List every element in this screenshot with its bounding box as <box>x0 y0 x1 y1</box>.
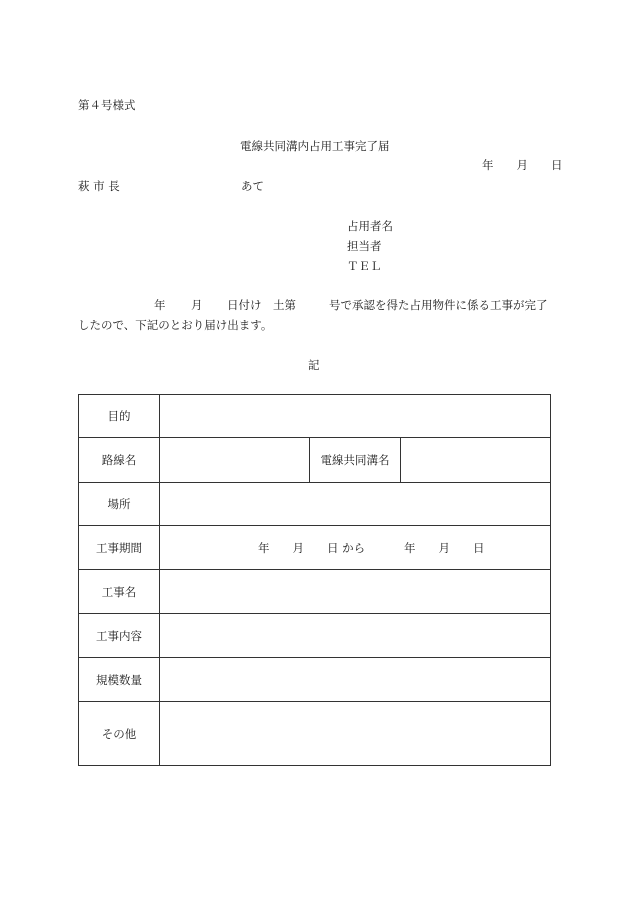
other-field[interactable] <box>160 702 551 766</box>
ki-heading: 記 <box>308 358 320 372</box>
addressee: 萩 市 長 <box>78 179 120 193</box>
row-period <box>79 526 551 570</box>
work-content-label: 工事内容 <box>79 614 160 658</box>
scale-quantity-label: 規模数量 <box>79 658 160 702</box>
row-purpose <box>79 395 551 438</box>
row-location <box>79 483 551 526</box>
location-label: 場所 <box>79 483 160 526</box>
route-name-label: 路線名 <box>79 438 160 483</box>
body-line2: したので、下記のとおり届け出ます。 <box>78 318 273 332</box>
other-label: その他 <box>79 702 160 766</box>
form-table <box>78 394 551 766</box>
date-line: 年 月 日 <box>482 158 563 172</box>
row-work-content <box>79 614 551 658</box>
body-year: 年 <box>154 298 166 312</box>
row-work-name <box>79 570 551 614</box>
scale-quantity-field[interactable] <box>160 658 551 702</box>
body-month: 月 <box>191 298 203 312</box>
page-title: 電線共同溝内占用工事完了届 <box>240 139 390 153</box>
work-content-field[interactable] <box>160 614 551 658</box>
occupant-name-label: 占用者名 <box>347 219 393 233</box>
body-dated: 日付け 土第 <box>227 298 296 312</box>
work-name-field[interactable] <box>160 570 551 614</box>
row-scale <box>79 658 551 702</box>
conduit-name-label: 電線共同溝名 <box>310 438 401 483</box>
conduit-name-field[interactable] <box>401 438 551 483</box>
tel-label: ＴＥＬ <box>347 259 382 273</box>
work-name-label: 工事名 <box>79 570 160 614</box>
person-in-charge-label: 担当者 <box>347 239 382 253</box>
location-field[interactable] <box>160 483 551 526</box>
period-end: 年 月 日 <box>404 540 485 555</box>
period-field[interactable] <box>160 526 551 570</box>
addressee-suffix: あて <box>241 179 264 193</box>
route-name-field[interactable] <box>160 438 310 483</box>
body-line1-rest: 号で承認を得た占用物件に係る工事が完了 <box>329 298 548 312</box>
period-start: 年 月 日 から <box>258 540 366 555</box>
purpose-label: 目的 <box>79 395 160 438</box>
row-route <box>79 438 551 483</box>
period-label: 工事期間 <box>79 526 160 570</box>
purpose-field[interactable] <box>160 395 551 438</box>
row-other <box>79 702 551 766</box>
form-number: 第４号様式 <box>78 98 136 112</box>
